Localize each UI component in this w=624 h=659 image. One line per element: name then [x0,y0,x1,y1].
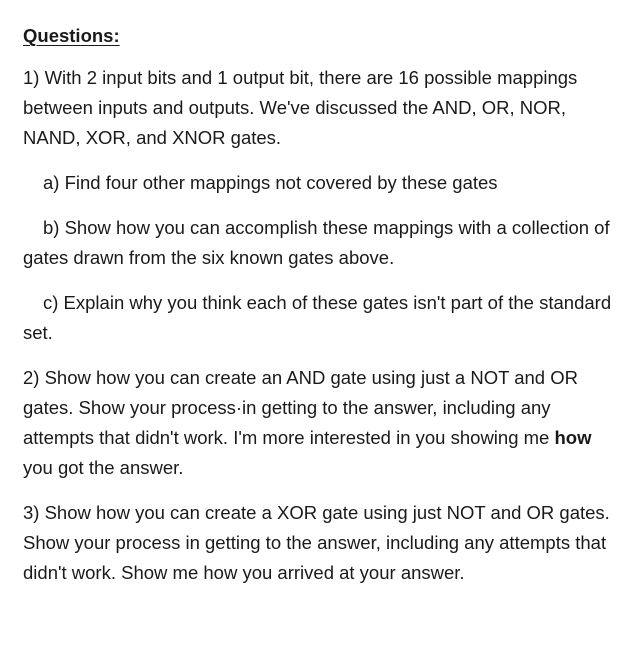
question-2-text-before: 2) Show how you can create an AND gate using just a NOT and OR gates. Show your process·in getting to the answer, including any attempts that didn't work. I'm more interested in you showing me [23,367,578,448]
question-1: 1) With 2 input bits and 1 output bit, there are 16 possible mappings between inputs and outputs. We've discussed the AND, OR, NOR, NAND, XOR, and XNOR gates. [23,67,578,148]
question-1b: b) Show how you can accomplish these mappings with a collection of gates drawn from the six known gates above. [23,217,610,268]
question-1c: c) Explain why you think each of these gates isn't part of the standard set. [23,292,612,343]
question-2-emphasis: how [554,427,592,448]
question-2-text-after: you got the answer. [23,457,184,478]
question-1a: a) Find four other mappings not covered by these gates [43,172,498,193]
question-3: 3) Show how you can create a XOR gate using just NOT and OR gates. Show your process in getting to the answer, including any attempts that didn't work. Show me how you arrived at your answer. [23,502,610,583]
questions-heading: Questions: [23,25,120,46]
question-document [23,24,613,603]
question-2 [23,363,613,483]
